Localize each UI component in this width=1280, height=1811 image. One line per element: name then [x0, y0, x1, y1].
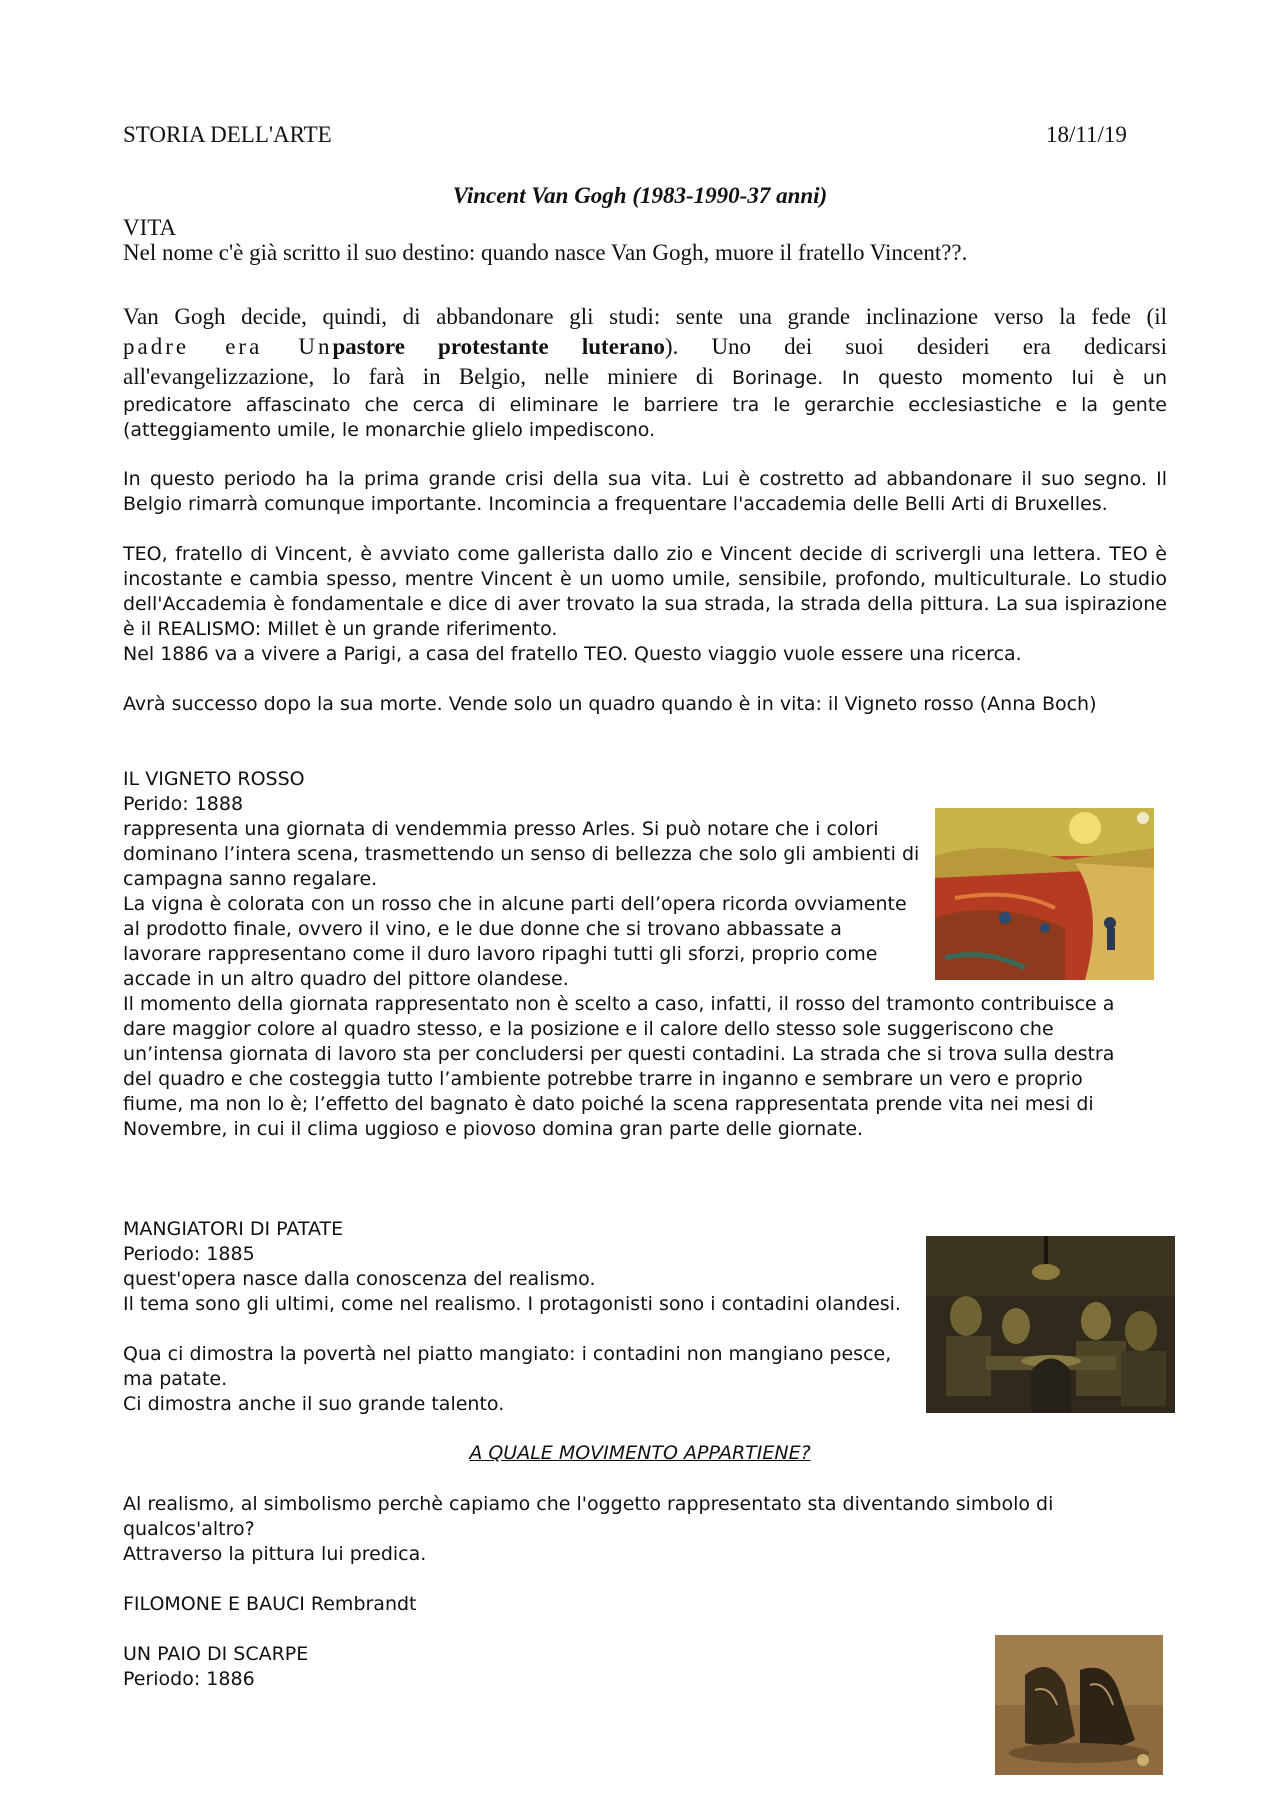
date-header: 18/11/19 — [1046, 122, 1127, 147]
vita-line-2 — [123, 332, 1167, 362]
scarpe-title: UN PAIO DI SCARPE — [123, 1643, 309, 1665]
vigneto-period: Perido: 1888 — [123, 793, 244, 815]
mangiatori-line-1: quest'opera nasce dalla conoscenza del realismo. — [123, 1268, 596, 1290]
vita-line-2c: ). Uno dei suoi desideri era dedicarsi — [664, 334, 1167, 359]
vita-paris: Nel 1886 va a vivere a Parigi, a casa del fratello TEO. Questo viaggio vuole essere una ricerca. — [123, 643, 1022, 665]
mangiatori-title: MANGIATORI DI PATATE — [123, 1218, 344, 1240]
subject-header: STORIA DELL'ARTE — [123, 122, 332, 147]
vigneto-text-3: Il momento della giornata rappresentato non è scelto a caso, infatti, il rosso del tramonto contribuisce a dare maggior colore al quadro stesso, e la posizione e il calore dello stesso sole suggeriscono che un’intensa giornata di lavoro sta per concludersi per questi contadini. La strada che si trova sulla destra del quadro e che costeggia tutto l’ambiente potrebbe trarre in inganno e sembrare un vero e proprio fiume, ma non lo è; l’effetto del bagnato è dato poiché la scena rappresentata prende vita nei mesi di Novembre, in cui il clima uggioso e piovoso domina gran parte delle giornate. — [123, 993, 1115, 1140]
movement-answer: Al realismo, al simbolismo perchè capiamo che l'oggetto rappresentato sta diventando simbolo di qualcos'altro? — [123, 1493, 1054, 1540]
mangiatori-line-3: Qua ci dimostra la povertà nel piatto mangiato: i contadini non mangiano pesce, ma patate. — [123, 1343, 892, 1390]
document-title: Vincent Van Gogh (1983-1990-37 anni) — [452, 183, 828, 208]
vita-line-3b: Borinage. In questo momento lui è un — [732, 367, 1167, 389]
red-vineyard-painting — [935, 808, 1154, 980]
vigneto-title: IL VIGNETO ROSSO — [123, 768, 305, 790]
vigneto-text-1: rappresenta una giornata di vendemmia presso Arles. Si può notare che i colori dominano l’intera scena, trasmettendo un senso di bellezza che solo gli ambienti di campagna sanno regalare. — [123, 818, 920, 890]
vita-crisis: In questo periodo ha la prima grande crisi della sua vita. Lui è costretto ad abbandonare il suo segno. Il Belgio rimarrà comunque importante. Incomincia a frequentare l'accademia delle Belli Arti di Bruxelles. — [123, 468, 1167, 515]
vita-pastor-bold: pastore protestante luterano — [332, 334, 665, 359]
vita-intro: Nel nome c'è già scritto il suo destino: quando nasce Van Gogh, muore il fratello Vincent??. — [123, 240, 968, 265]
section-heading-vita: VITA — [123, 215, 177, 240]
pair-of-shoes-painting — [995, 1635, 1163, 1775]
filomone-line: FILOMONE E BAUCI Rembrandt — [123, 1593, 417, 1615]
movement-predica: Attraverso la pittura lui predica. — [123, 1543, 427, 1565]
vita-paragraph — [123, 302, 1167, 443]
vita-teo: TEO, fratello di Vincent, è avviato come gallerista dallo zio e Vincent decide di scrivergli una lettera. TEO è incostante e cambia spesso, mentre Vincent è un uomo umile, sensibile, profondo, multiculturale. Lo studio dell'Accademia è fondamentale e dice di aver trovato la sua strada, la strada della pittura. La sua ispirazione è il REALISMO: Millet è un grande riferimento. — [123, 543, 1167, 640]
vita-line-1: Van Gogh decide, quindi, di abbandonare gli studi: sente una grande inclinazione verso la fede (il — [123, 304, 1167, 329]
vita-line-3 — [123, 362, 1167, 393]
movement-question: A QUALE MOVIMENTO APPARTIENE? — [469, 1442, 811, 1464]
mangiatori-line-2: Il tema sono gli ultimi, come nel realismo. I protagonisti sono i contadini olandesi. — [123, 1293, 901, 1315]
vita-success: Avrà successo dopo la sua morte. Vende solo un quadro quando è in vita: il Vigneto rosso (Anna Boch) — [123, 693, 1097, 715]
mangiatori-line-4: Ci dimostra anche il suo grande talento. — [123, 1393, 505, 1415]
scarpe-period: Periodo: 1886 — [123, 1668, 255, 1690]
vita-line-3a: all'evangelizzazione, lo farà in Belgio, nelle miniere di — [123, 364, 733, 389]
vita-rest: predicatore affascinato che cerca di eliminare le barriere tra le gerarchie ecclesiastiche e la gente (atteggiamento umile, le monarchie glielo impediscono. — [123, 394, 1167, 441]
potato-eaters-painting — [926, 1236, 1175, 1413]
vigneto-text-2: La vigna è colorata con un rosso che in alcune parti dell’opera ricorda ovviamente al prodotto finale, ovvero il vino, e le due donne che si trovano abbassate a lavorare rappresentano come il duro lavoro ripaghi tutti gli sforzi, proprio come accade in un altro quadro del pittore olandese. — [123, 893, 907, 990]
mangiatori-period: Periodo: 1885 — [123, 1243, 255, 1265]
vita-line-2a: padre era Un — [123, 334, 333, 359]
